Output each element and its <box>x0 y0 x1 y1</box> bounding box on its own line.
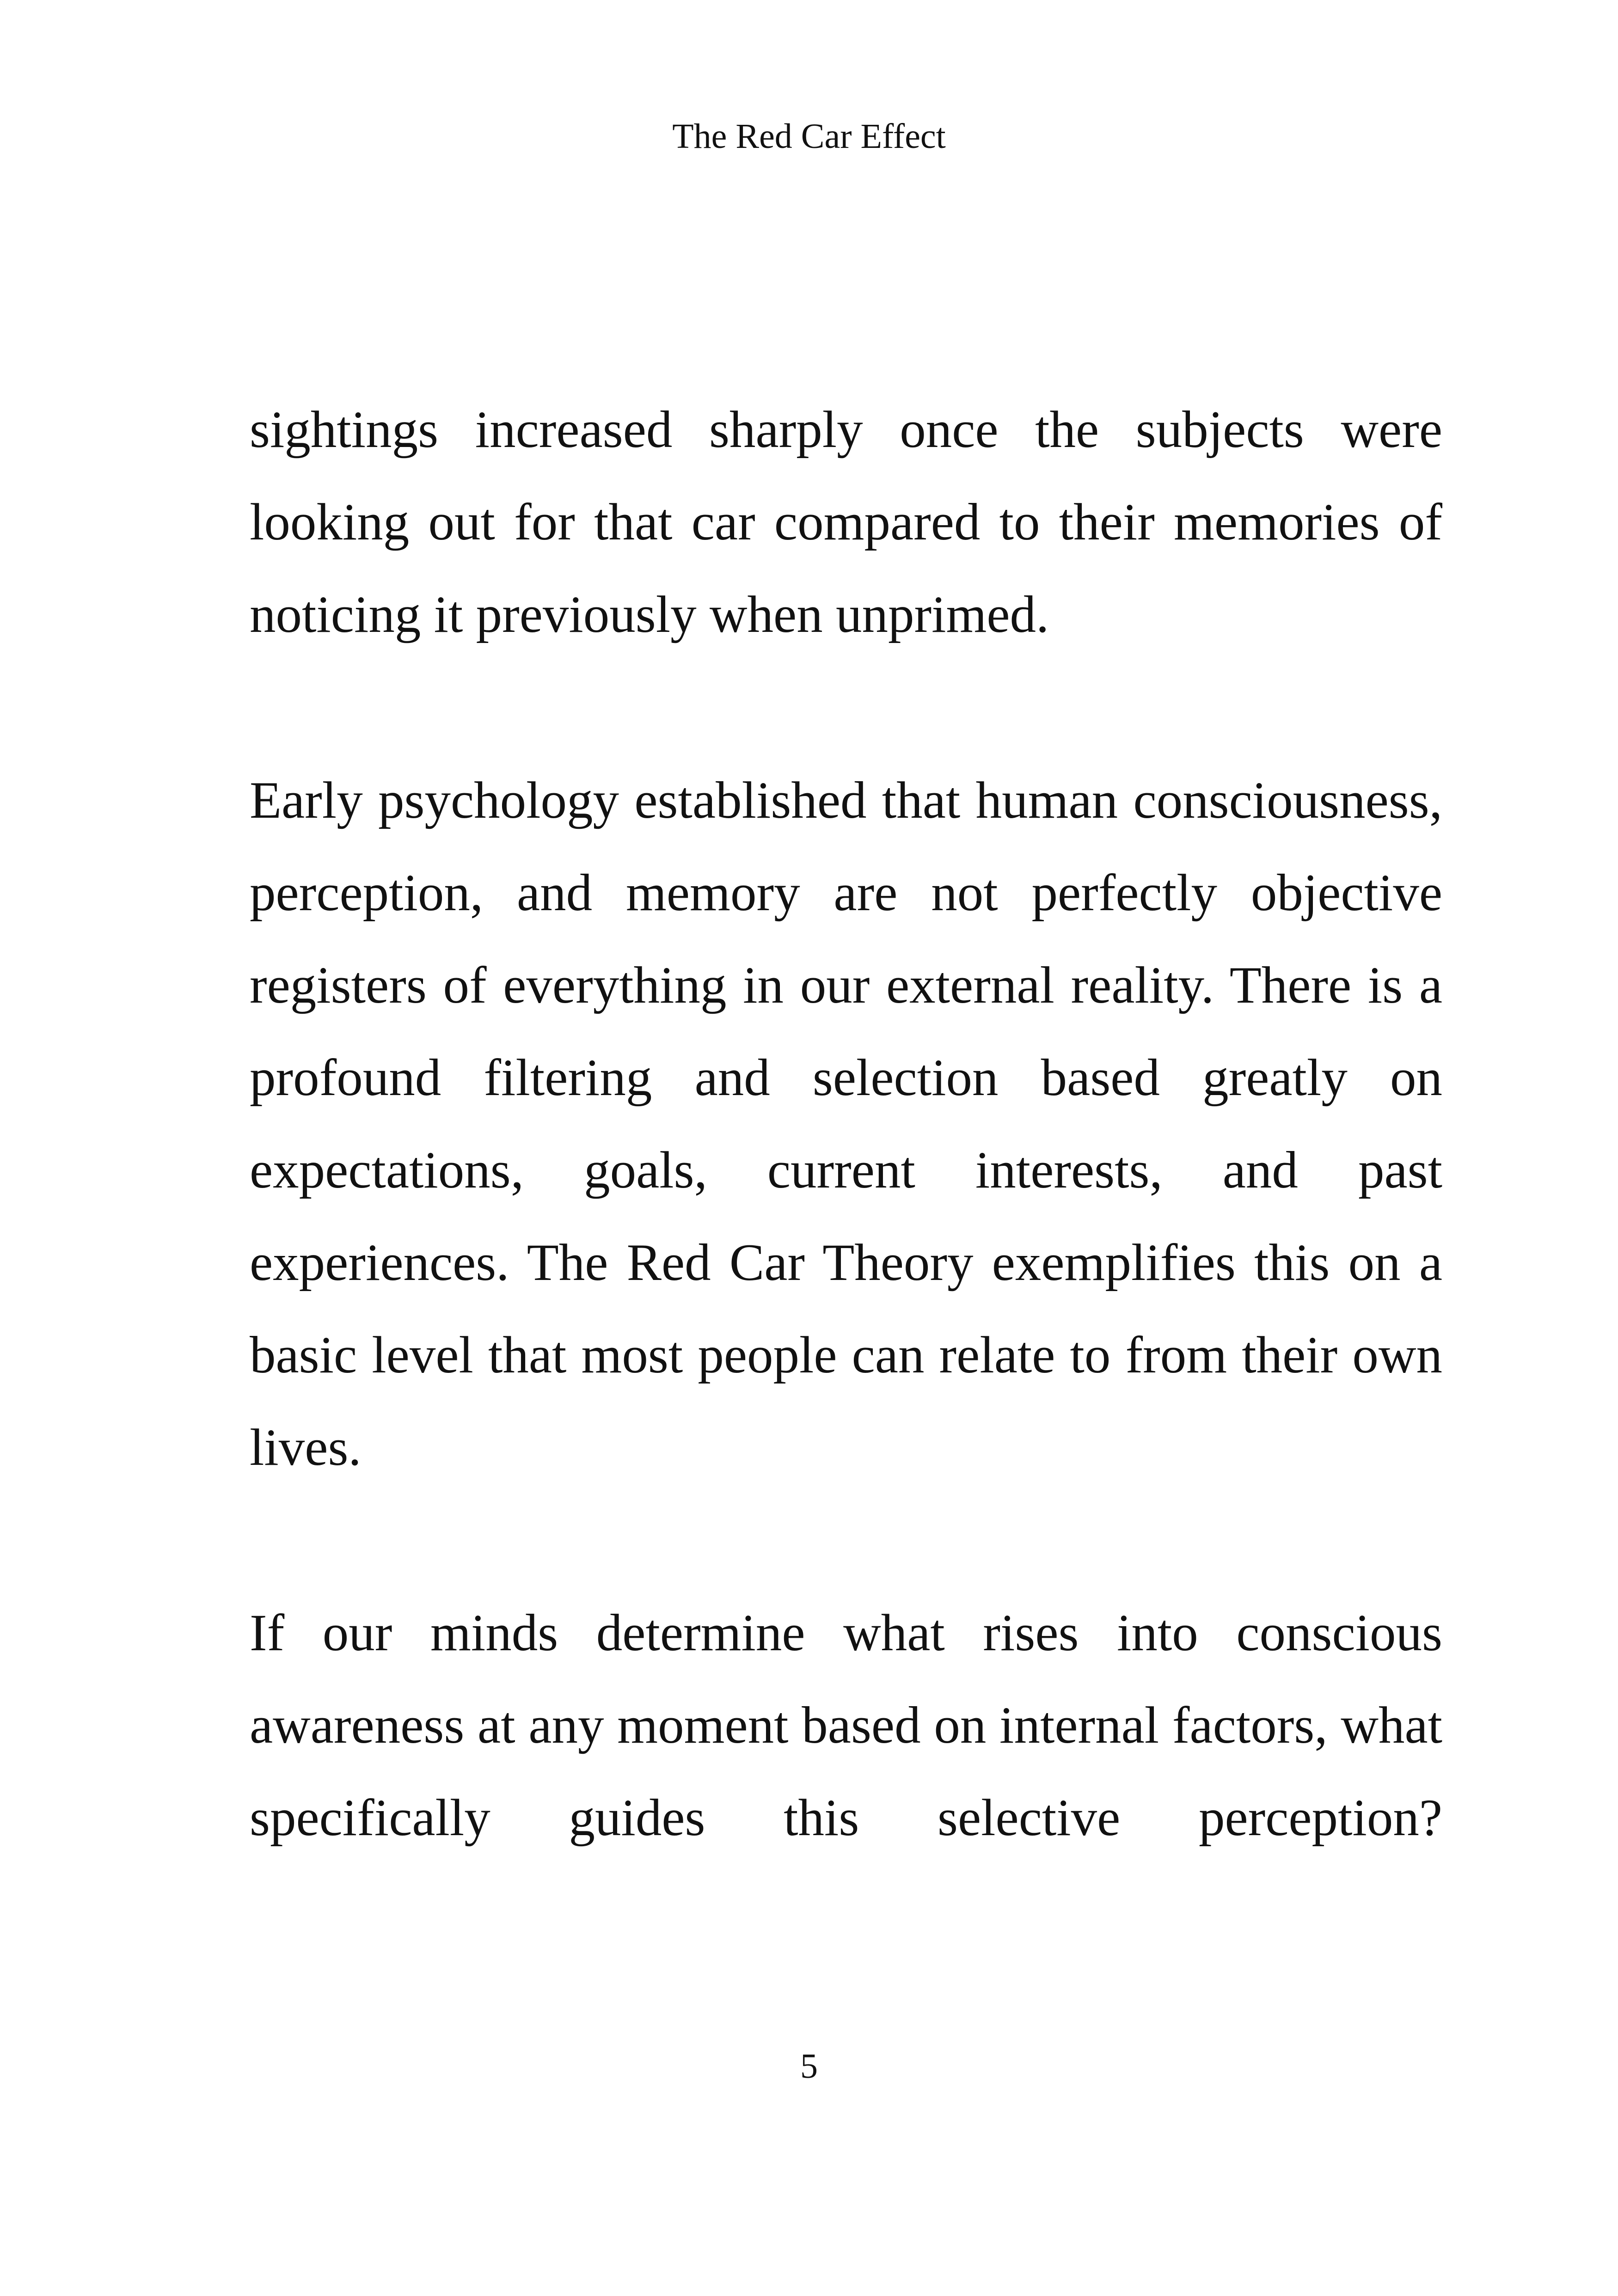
paragraph-2: Early psychology established that human consciousness, perception, and memory are not perfectly objective registers of everything in our external reality. There is a profound filtering and selection based greatly on expectations, goals, current interests, and past experiences. The Red Car Theory exemplifies this on a basic level that most people can relate to from their own lives. <box>250 771 1442 1476</box>
paragraph-3: If our minds determine what rises into conscious awareness at any moment based on internal factors, what specifically guides this selective perception? <box>250 1604 1442 1847</box>
running-header: The Red Car Effect <box>672 117 946 156</box>
page-number: 5 <box>800 2047 818 2086</box>
paragraph-1: sightings increased sharply once the subjects were looking out for that car compared to their memories of noticing it previously when unprimed. <box>250 401 1442 643</box>
